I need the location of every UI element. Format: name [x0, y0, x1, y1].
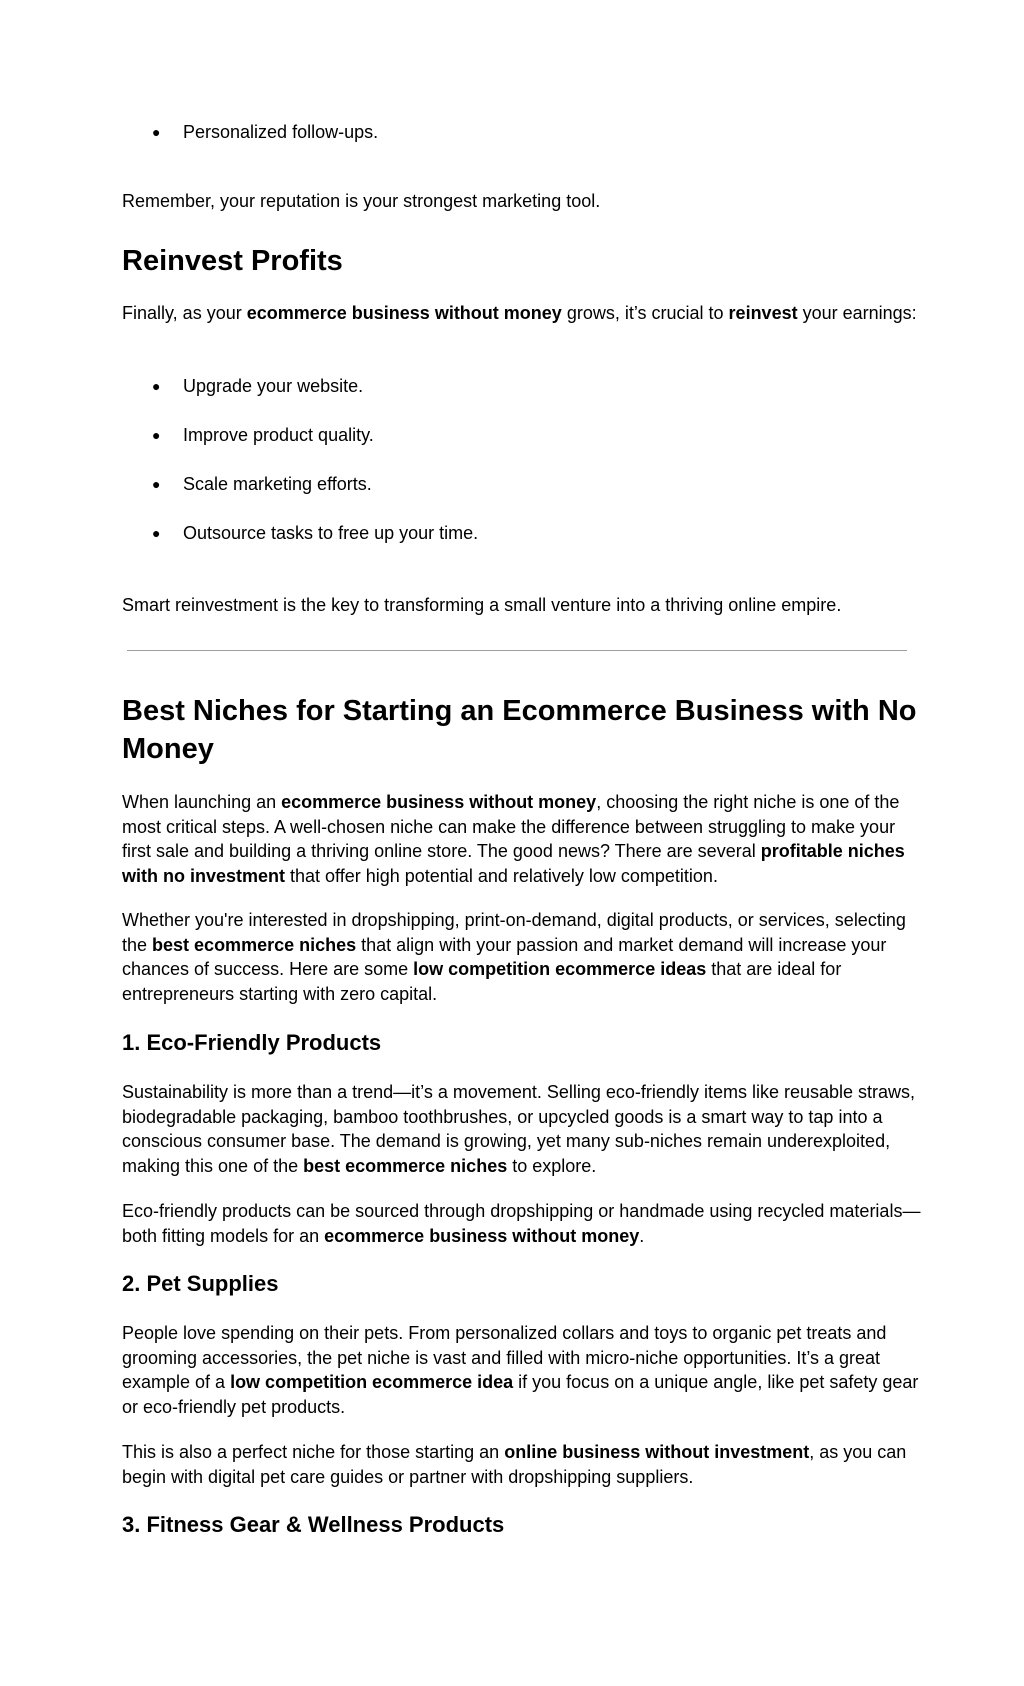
heading-fitness-gear: 3. Fitness Gear & Wellness Products: [122, 1512, 505, 1537]
paragraph-niches-intro: When launching an ecommerce business without money, choosing the right niche is one of the most critical steps. A well-chosen niche can make the difference between struggling to make your first sale and building a thriving online store. The good news? There are several profitable niches with no investment that offer high potential and relatively low competition.: [122, 792, 905, 886]
paragraph-niches-selection: Whether you're interested in dropshipping, print-on-demand, digital products, or services, selecting the best ecommerce niches that align with your passion and market demand will increase your chances of success. Here are some low competition ecommerce ideas that are ideal for entrepreneurs starting with zero capital.: [122, 910, 906, 1004]
paragraph-eco-2: Eco-friendly products can be sourced through dropshipping or handmade using recycled materials—both fitting models for an ecommerce business without money.: [122, 1201, 921, 1246]
heading-reinvest-profits: Reinvest Profits: [122, 245, 343, 277]
list-item: ● Scale marketing efforts.: [122, 472, 922, 496]
heading-eco-friendly: 1. Eco-Friendly Products: [122, 1030, 382, 1055]
list-item: ● Improve product quality.: [122, 423, 922, 447]
reinvest-list: [122, 374, 922, 545]
paragraph-pets-1: People love spending on their pets. From personalized collars and toys to organic pet treats and grooming accessories, the pet niche is vast and filled with micro-niche opportunities. It’s a great example of a low competition ecommerce idea if you focus on a unique angle, like pet safety gear or eco-friendly pet products.: [122, 1323, 919, 1417]
paragraph-reinvest-intro: Finally, as your ecommerce business without money grows, it’s crucial to reinvest your earnings:: [122, 303, 917, 323]
paragraph-reinvest-closing: Smart reinvestment is the key to transforming a small venture into a thriving online empire.: [122, 595, 842, 615]
paragraph-eco-1: Sustainability is more than a trend—it’s a movement. Selling eco-friendly items like reusable straws, biodegradable packaging, bamboo toothbrushes, or upcycled goods is a smart way to tap into a conscious consumer base. The demand is growing, yet many sub-niches remain underexploited, making this one of the best ecommerce niches to explore.: [122, 1082, 916, 1176]
list-item: ● Outsource tasks to free up your time.: [122, 521, 922, 545]
list-item: ● Personalized follow-ups.: [122, 120, 922, 144]
heading-best-niches: Best Niches for Starting an Ecommerce Business with No Money: [122, 695, 917, 765]
heading-pet-supplies: 2. Pet Supplies: [122, 1271, 279, 1296]
list-item: ● Upgrade your website.: [122, 374, 922, 398]
followup-list: [122, 120, 922, 144]
paragraph-pets-2: This is also a perfect niche for those starting an online business without investment, as you can begin with digital pet care guides or partner with dropshipping suppliers.: [122, 1442, 907, 1487]
section-divider: [127, 650, 907, 651]
paragraph-reputation: Remember, your reputation is your strongest marketing tool.: [122, 191, 601, 211]
